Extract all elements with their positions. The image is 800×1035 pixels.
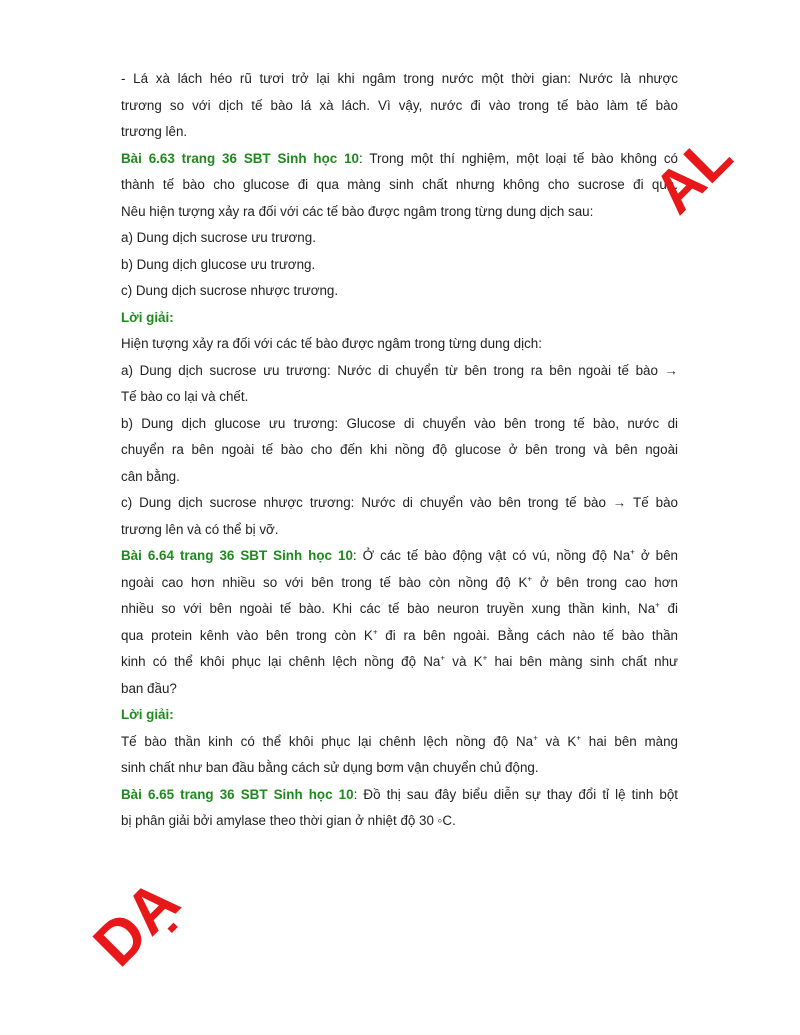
option-b: b) Dung dịch glucose ưu trương.: [121, 256, 316, 272]
option-a: a) Dung dịch sucrose ưu trương.: [121, 230, 316, 245]
question-text: ở bên trong cao hơn: [532, 574, 678, 590]
answer-line: Hiện tượng xảy ra đối với các tế bào được ngâm trong từng dung dịch:: [121, 336, 542, 351]
question-6-63-line: [121, 146, 678, 173]
answer-line: a) Dung dịch sucrose ưu trương: Nước di chuyển từ bên trong ra bên ngoài tế bào →: [121, 362, 678, 378]
superscript: +: [630, 547, 635, 557]
answer-text: và K: [537, 733, 577, 749]
answer-line: cân bằng.: [121, 468, 180, 484]
paragraph-line: trương lên.: [121, 124, 188, 139]
answer-line: [121, 729, 678, 756]
question-line: Nêu hiện tượng xảy ra đối với các tế bào được ngâm trong từng dung dịch sau:: [121, 203, 594, 219]
answer-text: hai bên màng: [581, 733, 678, 749]
answer-line: Tế bào co lại và chết.: [121, 389, 249, 404]
question-text: : Trong một thí nghiệm, một loại tế bào không có: [358, 150, 678, 166]
superscript: +: [533, 733, 538, 743]
answer-label: Lời giải:: [121, 309, 174, 325]
question-heading: Bài 6.63 trang 36 SBT Sinh học 10: [121, 150, 359, 166]
question-line: thành tế bào cho glucose đi qua màng sinh chất nhưng không cho sucrose đi qua.: [121, 177, 678, 192]
answer-text: Tế bào thần kinh có thể khôi phục lại chênh lệch nồng độ Na: [121, 733, 534, 749]
question-text: đi ra bên ngoài. Bằng cách nào tế bào thần: [377, 627, 678, 643]
answer-line: sinh chất như ban đầu bằng cách sử dụng bơm vận chuyển chủ động.: [121, 760, 539, 775]
superscript: +: [482, 653, 488, 663]
answer-line: b) Dung dịch glucose ưu trương: Glucose di chuyển vào bên trong tế bào, nước di: [121, 415, 678, 431]
answer-line: trương lên và có thể bị vỡ.: [121, 521, 279, 537]
question-text: : Đồ thị sau đây biểu diễn sự thay đổi tỉ lệ tinh bột: [353, 786, 678, 802]
question-line: ban đầu?: [121, 680, 177, 696]
question-6-64-line: [121, 543, 678, 570]
watermark-top-right: AL: [640, 122, 745, 227]
paragraph-line: trương so với dịch tế bào lá xà lách. Vì vậy, nước đi vào trong tế bào làm tế bào: [121, 97, 678, 113]
question-text: đi: [659, 601, 678, 616]
option-c: c) Dung dịch sucrose nhược trương.: [121, 283, 339, 298]
superscript: +: [655, 600, 660, 610]
question-text: kinh có thể khôi phục lại chênh lệch nồng độ Na: [121, 654, 441, 669]
question-line: [121, 623, 678, 650]
answer-line: c) Dung dịch sucrose nhược trương: Nước di chuyển vào bên trong tế bào → Tế bào: [121, 495, 678, 510]
watermark-bottom-left: DẠ: [80, 867, 193, 980]
question-heading: Bài 6.64 trang 36 SBT Sinh học 10: [121, 548, 353, 563]
question-text: qua protein kênh vào bên trong còn K: [121, 627, 373, 643]
superscript: +: [372, 627, 378, 637]
question-text: : Ở các tế bào động vật có vú, nồng độ Na: [352, 548, 631, 563]
question-text: ngoài cao hơn nhiều so với bên trong tế bào còn nồng độ K: [121, 574, 528, 590]
paragraph-line: - Lá xà lách héo rũ tươi trở lại khi ngâm trong nước một thời gian: Nước là nhược: [121, 71, 678, 86]
answer-label: Lời giải:: [121, 707, 174, 722]
question-line: [121, 649, 678, 676]
superscript: +: [576, 733, 582, 743]
question-text: hai bên màng sinh chất như: [487, 654, 678, 669]
question-line: bị phân giải bởi amylase theo thời gian ở nhiệt độ 30 ◦C.: [121, 813, 456, 828]
question-line: [121, 570, 678, 597]
superscript: +: [527, 574, 533, 584]
question-text: và K: [445, 654, 483, 669]
question-text: ở bên: [634, 548, 678, 563]
answer-line: chuyển ra bên ngoài tế bào cho đến khi nồng độ glucose ở bên trong và bên ngoài: [121, 442, 678, 457]
superscript: +: [440, 653, 446, 663]
question-heading: Bài 6.65 trang 36 SBT Sinh học 10: [121, 786, 354, 802]
question-6-65-line: [121, 782, 678, 809]
document-body: [121, 66, 678, 835]
question-line: [121, 596, 678, 623]
question-text: nhiều so với bên ngoài tế bào. Khi các tế bào neuron truyền xung thần kinh, Na: [121, 601, 656, 616]
